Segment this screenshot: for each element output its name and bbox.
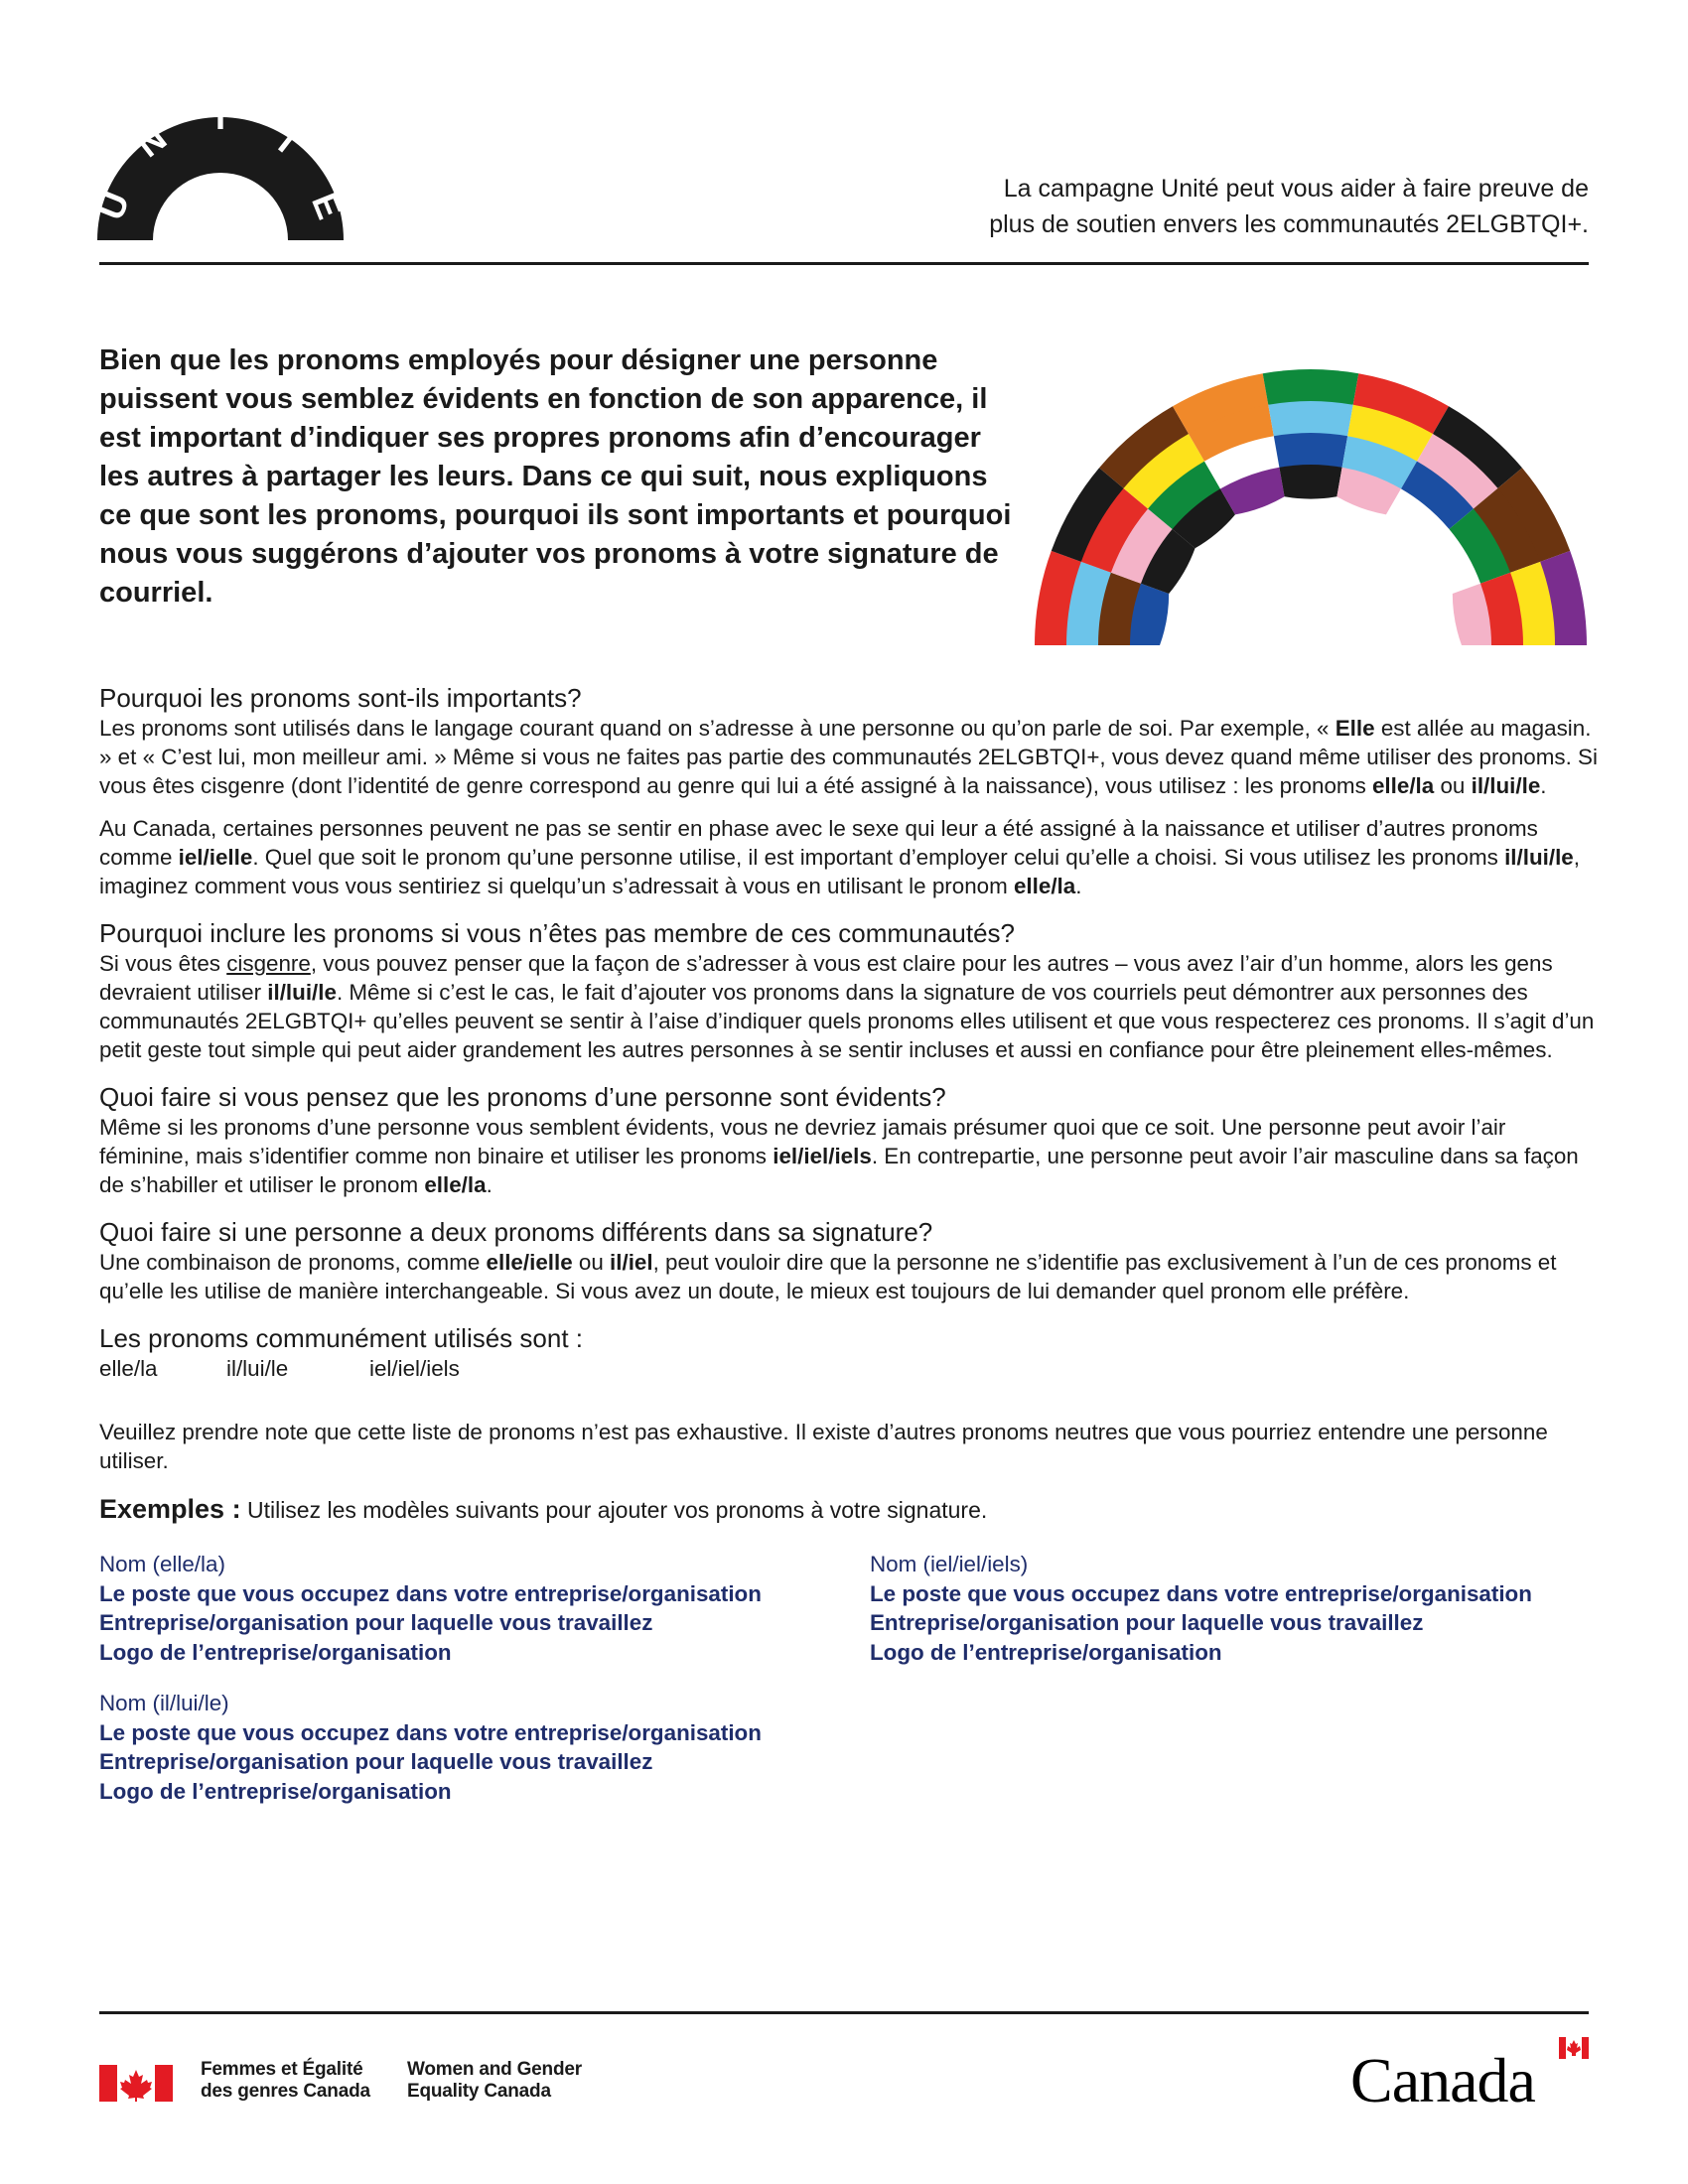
section-paragraph [99, 1248, 1599, 1305]
section-paragraph [99, 949, 1599, 1064]
text-run: ou [1434, 773, 1472, 798]
text-run-bold: il/lui/le [1504, 845, 1574, 870]
signature-position: Le poste que vous occupez dans votre entreprise/organisation [99, 1719, 762, 1745]
text-run: , vous pouvez penser que la façon de s’adresser à vous est claire pour les autres – vous avez l’air d’un homme, alors les gens devraient utiliser [99, 951, 1553, 1005]
text-run-bold: il/lui/le [267, 980, 337, 1005]
logo-letter-u: U [89, 186, 138, 226]
dept-fr-line-1: Femmes et Égalité [201, 2059, 363, 2080]
signature-name: Nom (il/lui/le) [99, 1691, 229, 1715]
intro-paragraph: Bien que les pronoms employés pour désigner une personne puissent vous semblez évidents en fonction de son apparence, il est important d’indiquer ses propres pronoms afin d’encourager les autres à partager les leurs. Dans ce qui suit, nous expliquons ce que sont les pronoms, pourquoi ils sont importants et pourquoi nous vous suggérons d’ajouter vos pronoms à votre signature de courriel. [99, 344, 1012, 609]
unite-logo [89, 73, 352, 240]
text-run: . [1540, 773, 1547, 798]
text-run: . Quel que soit le pronom qu’une personne utilise, il est important d’employer celui qu’elle a choisi. Si vous utilisez les pronoms [252, 845, 1505, 870]
signature-position: Le poste que vous occupez dans votre entreprise/organisation [870, 1580, 1532, 1606]
text-run: . Même si c’est le cas, le fait d’ajouter vos pronoms dans la signature de vos courriels peut démontrer aux personnes des communautés 2ELGBTQI+ qu’elles peuvent se sentir à l’aise d’indiquer quels pronoms elles utilisent et que vous respecterez ces pronoms. Il s’agit d’un petit geste tout simple qui peut aider grandement les autres personnes à se sentir incluses et aussi en confiance pour être pleinement elles-mêmes. [99, 980, 1595, 1062]
section-heading: Quoi faire si vous pensez que les pronoms d’une personne sont évidents? [99, 1082, 946, 1112]
section-heading: Quoi faire si une personne a deux pronoms différents dans sa signature? [99, 1217, 933, 1247]
text-run: est allée au magasin. » et « C’est lui, mon meilleur ami. » Même si vous ne faites pas partie des communautés 2ELGBTQI+, vous devez quand même utiliser des pronoms. Si vous êtes cisgenre (dont l’identité de genre correspond au genre qui lui a été assigné à la naissance), vous utilisez : les pronoms [99, 716, 1598, 798]
text-run: . [1075, 874, 1082, 898]
rainbow-segment [1274, 433, 1347, 471]
section-heading: Pourquoi les pronoms sont-ils importants? [99, 683, 582, 713]
signature-logo: Logo de l’entreprise/organisation [870, 1639, 1222, 1665]
text-run: ou [572, 1250, 611, 1275]
section-two-pronouns [99, 1217, 1599, 1305]
section-why-include [99, 918, 1599, 1064]
header-divider [99, 262, 1589, 265]
logo-letter-t: T [266, 118, 309, 165]
text-run: Les pronoms sont utilisés dans le langage courant quand on s’adresse à une personne ou qu’on parle de soi. Par exemple, « [99, 716, 1336, 741]
text-run-bold: elle/la [1371, 773, 1435, 798]
signature-name: Nom (elle/la) [99, 1552, 225, 1576]
pronoun-list [99, 1354, 1599, 1384]
canada-flag-icon [99, 2065, 173, 2102]
campaign-tagline [874, 171, 1589, 242]
section-paragraph [99, 814, 1599, 900]
signature-logo: Logo de l’entreprise/organisation [99, 1639, 452, 1665]
section-common-pronouns [99, 1323, 1599, 1475]
text-run: , imaginez comment vous vous sentiriez si quelqu’un s’adressait à vous en utilisant le pronom [99, 845, 1580, 898]
footer-divider [99, 2011, 1589, 2014]
text-run-bold: il/lui/le [1471, 773, 1541, 798]
section-paragraph [99, 1113, 1599, 1199]
text-run-bold: il/iel [610, 1250, 653, 1275]
text-run-bold: Elle [1335, 716, 1375, 741]
text-run: Une combinaison de pronoms, comme [99, 1250, 487, 1275]
section-paragraph [99, 714, 1599, 800]
pronoun-item: elle/la [99, 1356, 158, 1381]
text-run: , peut vouloir dire que la personne ne s’identifie pas exclusivement à l’un de ces pronoms et qu’elle les utilise de manière interchangeable. Si vous avez un doute, le mieux est toujours de lui demander quel pronom elle préfère. [99, 1250, 1557, 1303]
signature-company: Entreprise/organisation pour laquelle vous travaillez [99, 1749, 653, 1774]
wordmark-flag-icon [1559, 2037, 1589, 2059]
dept-en-line-1: Women and Gender [407, 2059, 582, 2080]
main-content [99, 683, 1599, 1808]
examples-intro [99, 1493, 1599, 1526]
examples-text: Utilisez les modèles suivants pour ajouter vos pronoms à votre signature. [240, 1497, 988, 1523]
logo-letter-e: É [304, 187, 352, 225]
dept-fr-line-2: des genres Canada [201, 2081, 370, 2102]
logo-letter-n: N [128, 116, 175, 166]
pronoun-item: iel/iel/iels [369, 1356, 460, 1381]
tagline-line-2: plus de soutien envers les communautés 2ELGBTQI+. [989, 210, 1589, 238]
section-obvious-pronouns [99, 1082, 1599, 1199]
text-run-bold: elle/ielle [486, 1250, 573, 1275]
text-run: Si vous êtes [99, 951, 227, 976]
rainbow-segment [1279, 465, 1341, 499]
text-run: Même si les pronoms d’une personne vous semblent évidents, vous ne devriez jamais présumer quoi que ce soit. Une personne peut avoir l’air féminine, mais s’identifier comme non binaire et utiliser les pronoms [99, 1115, 1506, 1168]
section-heading: Les pronoms communément utilisés sont : [99, 1323, 583, 1353]
department-name-en [407, 2059, 582, 2103]
rainbow-segments [1035, 369, 1587, 645]
signature-company: Entreprise/organisation pour laquelle vous travaillez [870, 1610, 1424, 1635]
signature-example-iel [870, 1550, 1532, 1667]
text-run-bold: elle/la [1013, 874, 1076, 898]
logo-letter-i: I [214, 96, 226, 137]
text-run: . En contrepartie, une personne peut avoir l’air masculine dans sa façon de s’habiller et utiliser le pronom [99, 1144, 1579, 1197]
signature-company: Entreprise/organisation pour laquelle vous travaillez [99, 1610, 653, 1635]
pronoun-note: Veuillez prendre note que cette liste de pronoms n’est pas exhaustive. Il existe d’autres pronoms neutres que vous pourriez entendre une personne utiliser. [99, 1420, 1548, 1473]
signature-example-elle [99, 1550, 762, 1667]
department-name-fr [201, 2059, 370, 2103]
text-run-bold: iel/ielle [178, 845, 253, 870]
dept-en-line-2: Equality Canada [407, 2081, 551, 2102]
section-heading: Pourquoi inclure les pronoms si vous n’êtes pas membre de ces communautés? [99, 918, 1016, 948]
examples-lead: Exemples : [99, 1494, 241, 1524]
text-run: Au Canada, certaines personnes peuvent ne pas se sentir en phase avec le sexe qui leur a été assigné à la naissance et utiliser d’autres pronoms comme [99, 816, 1538, 870]
tagline-line-1: La campagne Unité peut vous aider à faire preuve de [1003, 175, 1589, 203]
text-run: . [486, 1172, 492, 1197]
rainbow-arch-illustration [1033, 345, 1589, 645]
signature-position: Le poste que vous occupez dans votre entreprise/organisation [99, 1580, 762, 1606]
canada-wordmark-text: Canada [1350, 2045, 1535, 2116]
text-run-bold: elle/la [424, 1172, 487, 1197]
text-run-bold: iel/iel/iels [773, 1144, 872, 1168]
cisgenre-term-link[interactable]: cisgenre [226, 951, 311, 976]
signature-example-il [99, 1689, 762, 1806]
signature-name: Nom (iel/iel/iels) [870, 1552, 1029, 1576]
signature-examples [99, 1550, 1599, 1808]
pronoun-item: il/lui/le [226, 1356, 289, 1381]
section-why-pronouns [99, 683, 1599, 900]
canada-wordmark [1350, 2037, 1589, 2116]
signature-logo: Logo de l’entreprise/organisation [99, 1778, 452, 1804]
